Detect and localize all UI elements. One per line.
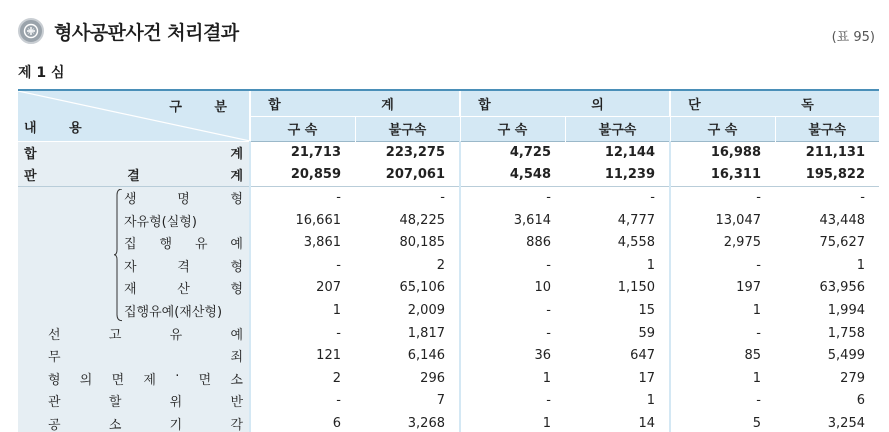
table-cell: 195,822 xyxy=(775,164,879,187)
section-title: 제 1 심 xyxy=(18,65,65,81)
table-cell: 2,009 xyxy=(407,302,445,318)
table-row xyxy=(18,277,879,300)
row-label xyxy=(18,231,250,254)
row-label xyxy=(18,299,250,322)
subcol-header: 불구속 xyxy=(355,116,460,141)
table-cell: - xyxy=(650,190,655,206)
table-cell: 1,150 xyxy=(617,280,655,296)
row-label xyxy=(18,344,250,367)
court-emblem-icon xyxy=(18,18,44,44)
table-cell: 207 xyxy=(250,277,355,300)
subcol-header: 구 속 xyxy=(670,116,775,141)
table-cell: 21,713 xyxy=(250,141,355,164)
table-cell: 3,861 xyxy=(250,231,355,254)
table-cell: - xyxy=(670,254,775,277)
table-row xyxy=(18,299,879,322)
table-cell: 279 xyxy=(840,370,865,386)
row-label-text: 관 할 위 반 xyxy=(48,395,243,411)
table-cell: 10 xyxy=(460,277,565,300)
table-cell: 4,725 xyxy=(460,141,565,164)
table-cell: - xyxy=(460,322,565,345)
row-label-text: 합 계 xyxy=(24,147,243,163)
table-cell: - xyxy=(250,254,355,277)
table-cell: 647 xyxy=(630,348,655,364)
table-cell: 2 xyxy=(436,257,445,273)
table-row xyxy=(18,367,879,390)
row-label-text: 집행유예(재산형) xyxy=(124,304,223,320)
row-label xyxy=(18,209,250,232)
table-cell: 15 xyxy=(638,302,655,318)
table-cell: 886 xyxy=(460,231,565,254)
table-cell: 4,548 xyxy=(460,164,565,187)
table-row xyxy=(18,412,879,432)
table-cell: - xyxy=(440,190,445,206)
table-cell: 3,268 xyxy=(407,415,445,431)
corner-header xyxy=(18,91,250,141)
table-cell: 43,448 xyxy=(819,212,865,228)
table-cell: 48,225 xyxy=(399,212,445,228)
table-cell: - xyxy=(460,186,565,209)
row-label-text: 생 명 형 xyxy=(124,192,243,208)
table-cell: 1,994 xyxy=(827,302,865,318)
table-cell: 16,988 xyxy=(670,141,775,164)
table-row xyxy=(18,164,879,187)
table-cell: 17 xyxy=(638,370,655,386)
table-cell: 63,956 xyxy=(819,280,865,296)
table-cell: - xyxy=(670,390,775,413)
table-cell: 16,661 xyxy=(250,209,355,232)
table-cell: 1 xyxy=(856,257,865,273)
group-header-total: 합 계 xyxy=(250,91,460,116)
row-label-text: 재 산 형 xyxy=(124,282,243,298)
table-row xyxy=(18,254,879,277)
statistics-table xyxy=(18,89,879,432)
table-cell: - xyxy=(250,322,355,345)
table-cell: 5 xyxy=(670,412,775,432)
table-row xyxy=(18,186,879,209)
table-cell: 1 xyxy=(460,412,565,432)
table-cell: 3,614 xyxy=(460,209,565,232)
table-cell: 197 xyxy=(670,277,775,300)
page-title: 형사공판사건 처리결과 xyxy=(54,21,239,44)
table-cell: 2,975 xyxy=(670,231,775,254)
row-label xyxy=(18,390,250,413)
corner-bottom-label: 내 용 xyxy=(24,120,96,136)
table-cell: 11,239 xyxy=(565,164,670,187)
table-cell: - xyxy=(460,390,565,413)
table-cell: 36 xyxy=(460,344,565,367)
brace-icon xyxy=(114,189,124,325)
subcol-header: 불구속 xyxy=(775,116,879,141)
table-cell: 14 xyxy=(638,415,655,431)
row-label xyxy=(18,277,250,300)
row-label xyxy=(18,254,250,277)
table-row xyxy=(18,322,879,345)
table-row xyxy=(18,344,879,367)
table-cell: 207,061 xyxy=(355,164,460,187)
table-cell: 1 xyxy=(646,257,655,273)
table-row xyxy=(18,141,879,164)
row-label xyxy=(18,412,250,432)
table-cell: 1 xyxy=(460,367,565,390)
group-header-single: 단 독 xyxy=(670,91,879,116)
table-row xyxy=(18,390,879,413)
table-body xyxy=(18,141,879,432)
row-label-text: 공 소 기 각 xyxy=(48,417,243,432)
row-label-text: 판 결 계 xyxy=(24,169,243,185)
table-cell: 80,185 xyxy=(399,235,445,251)
row-label-text: 형 의 면 제 · 면 소 xyxy=(48,368,243,388)
row-label xyxy=(18,186,250,209)
row-label xyxy=(18,322,250,345)
table-cell: 85 xyxy=(670,344,775,367)
table-cell: - xyxy=(860,190,865,206)
table-cell: 4,558 xyxy=(617,235,655,251)
table-cell: 5,499 xyxy=(827,348,865,364)
group-header-panel: 합 의 xyxy=(460,91,670,116)
table-cell: 6 xyxy=(856,393,865,409)
table-cell: 1 xyxy=(670,367,775,390)
row-label-text: 선 고 유 예 xyxy=(48,327,243,343)
table-cell: 6 xyxy=(250,412,355,432)
table-cell: 16,311 xyxy=(670,164,775,187)
row-label-text: 자유형(실형) xyxy=(124,214,197,230)
row-label xyxy=(18,367,250,390)
table-cell: - xyxy=(460,254,565,277)
table-cell: 1,817 xyxy=(407,325,445,341)
table-cell: 12,144 xyxy=(565,141,670,164)
table-cell: 75,627 xyxy=(819,235,865,251)
table-cell: 1,758 xyxy=(827,325,865,341)
table-cell: 211,131 xyxy=(775,141,879,164)
table-cell: 4,777 xyxy=(617,212,655,228)
table-cell: 223,275 xyxy=(355,141,460,164)
table-cell: 65,106 xyxy=(399,280,445,296)
table-cell: - xyxy=(250,186,355,209)
table-cell: - xyxy=(250,390,355,413)
table-row xyxy=(18,209,879,232)
table-cell: 13,047 xyxy=(670,209,775,232)
table-cell: 1 xyxy=(250,299,355,322)
row-label xyxy=(18,141,250,164)
table-cell: 7 xyxy=(436,393,445,409)
table-cell: 1 xyxy=(646,393,655,409)
table-cell: - xyxy=(460,299,565,322)
row-label-text: 집 행 유 예 xyxy=(124,237,243,253)
title-row xyxy=(18,17,239,45)
row-label xyxy=(18,164,250,187)
row-label-text: 무 죄 xyxy=(48,350,243,366)
subcol-header: 구 속 xyxy=(460,116,565,141)
subcol-header: 불구속 xyxy=(565,116,670,141)
table-cell: 296 xyxy=(420,370,445,386)
subcol-header: 구 속 xyxy=(250,116,355,141)
corner-top-label: 구 분 xyxy=(169,100,241,115)
table-number: (표 95) xyxy=(831,30,875,45)
table-cell: 1 xyxy=(670,299,775,322)
table-cell: 59 xyxy=(638,325,655,341)
table-cell: 20,859 xyxy=(250,164,355,187)
table-cell: 6,146 xyxy=(407,348,445,364)
table-cell: 2 xyxy=(250,367,355,390)
table-cell: 3,254 xyxy=(827,415,865,431)
row-label-text: 자 격 형 xyxy=(124,259,243,275)
table-cell: - xyxy=(670,186,775,209)
table-cell: - xyxy=(670,322,775,345)
table-row xyxy=(18,231,879,254)
table-cell: 121 xyxy=(250,344,355,367)
